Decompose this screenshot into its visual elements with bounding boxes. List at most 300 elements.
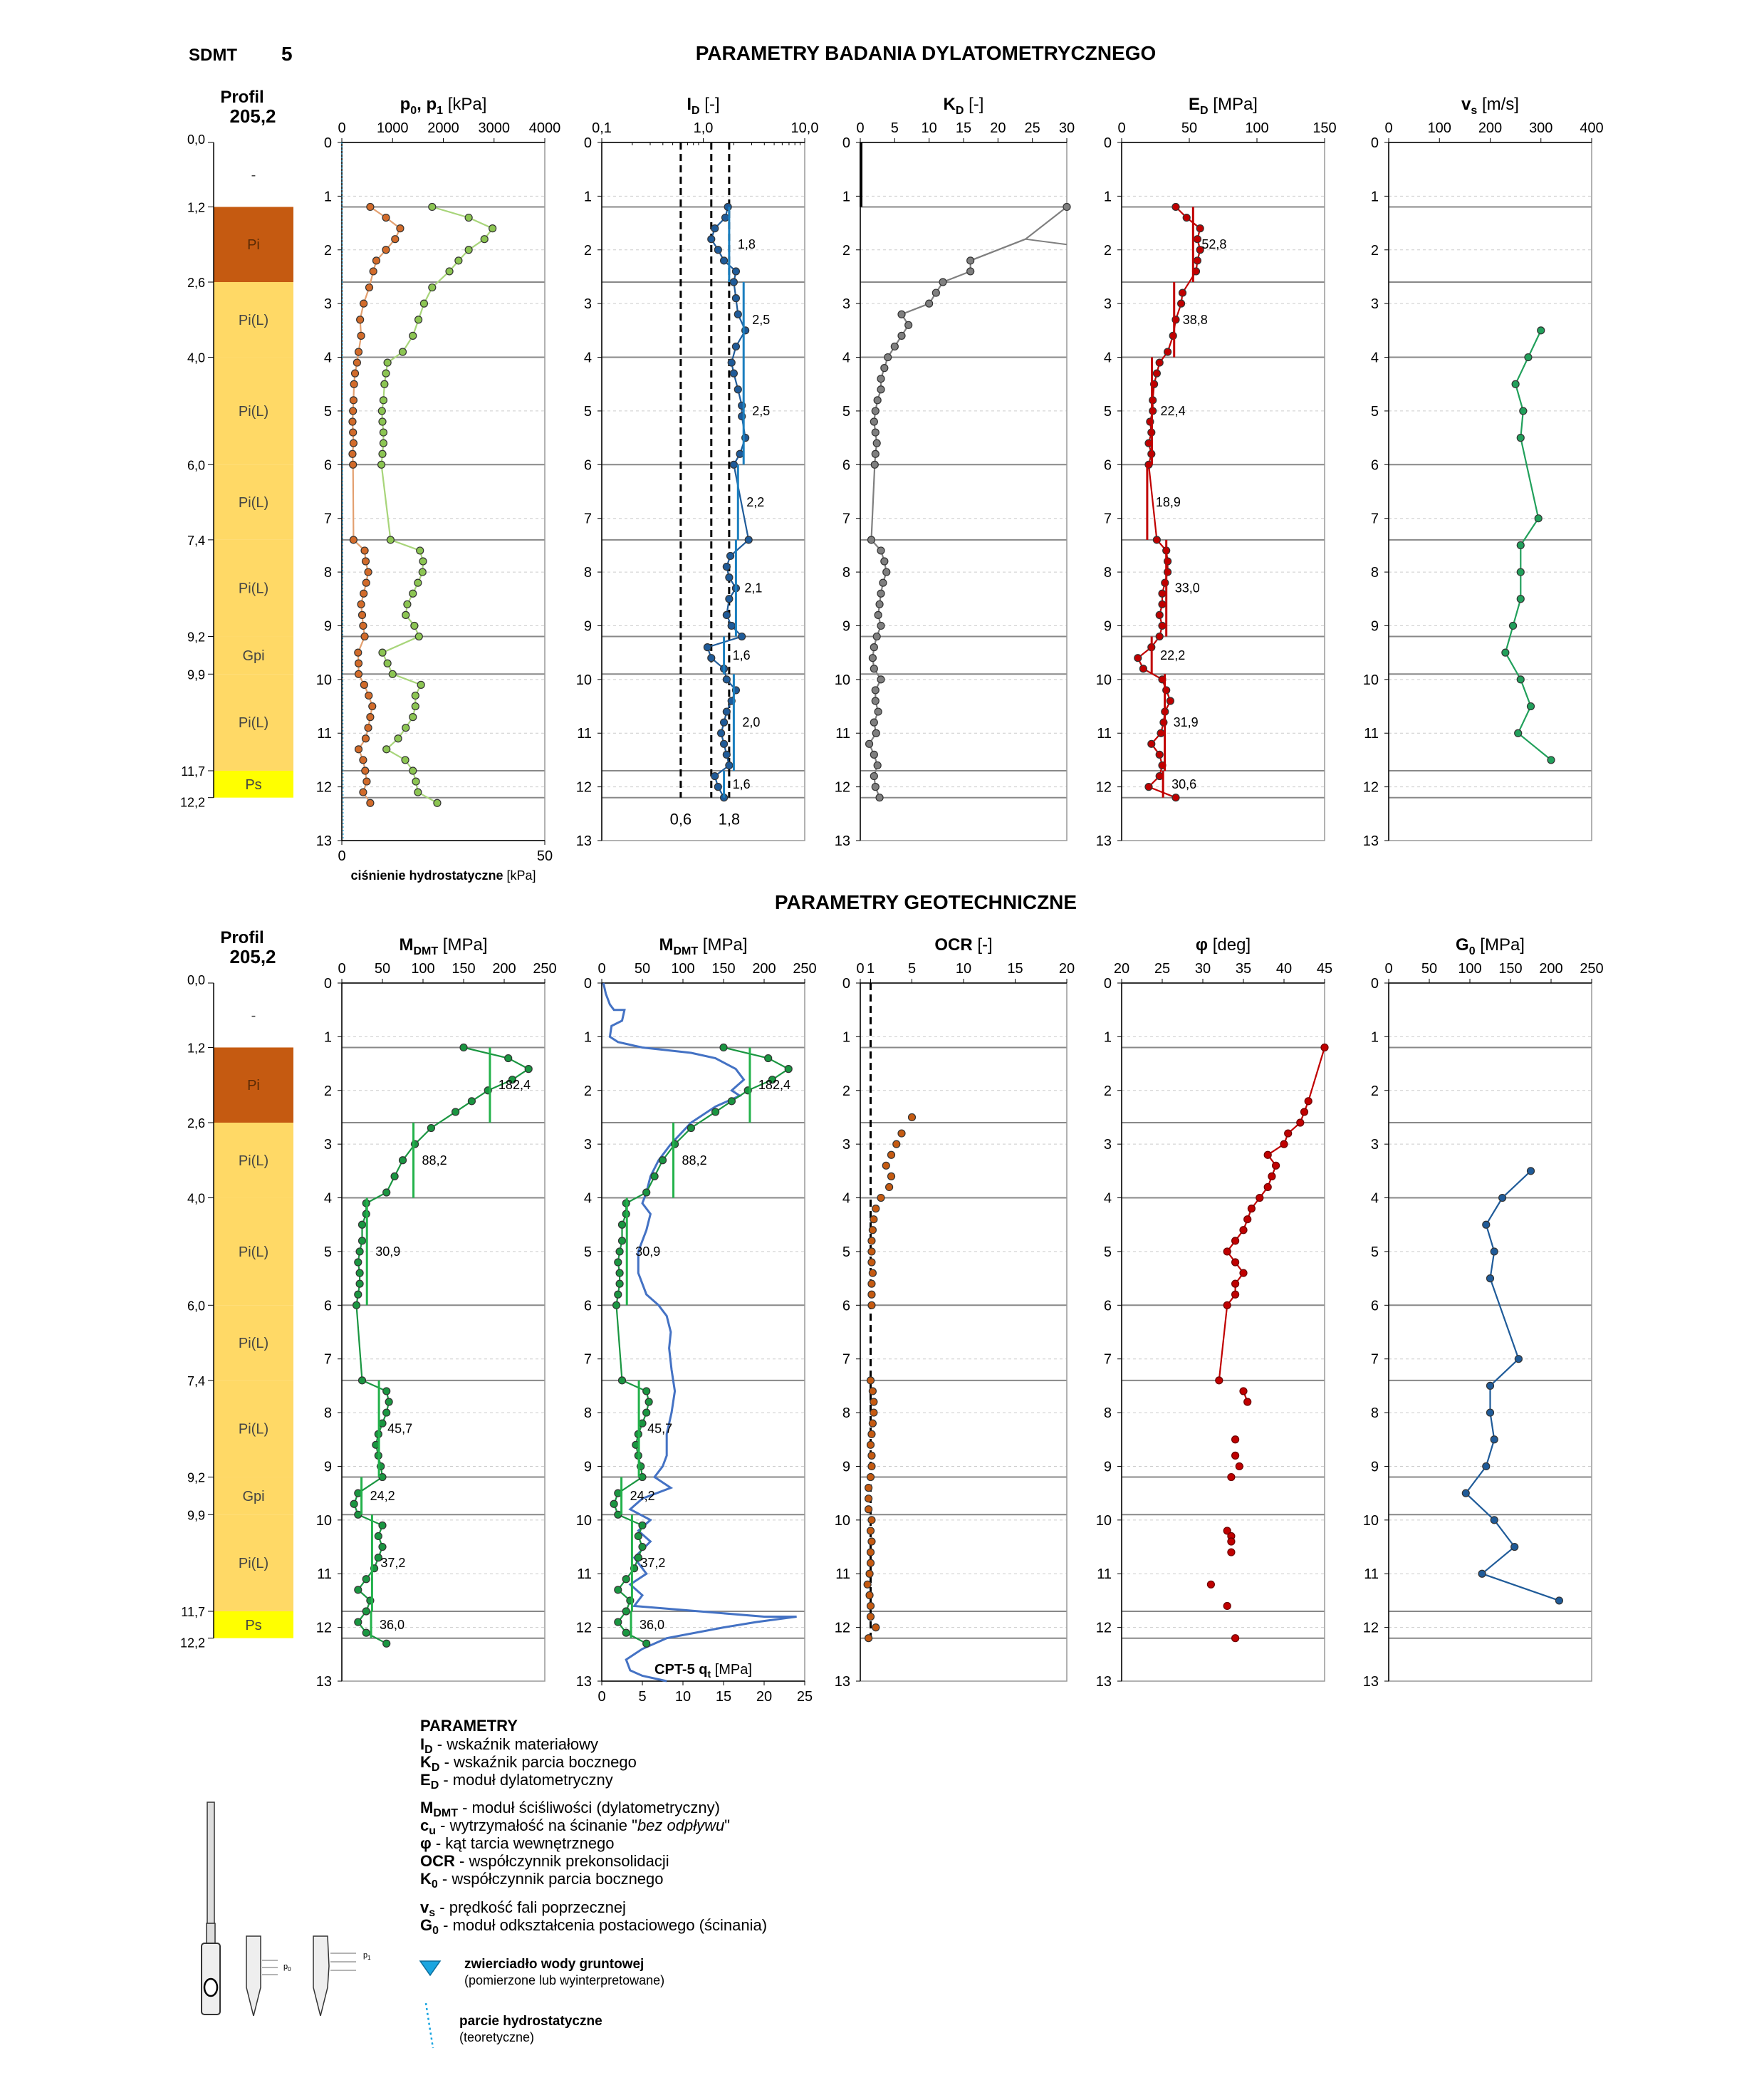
data-point-kd <box>898 332 905 339</box>
data-point-m <box>643 1189 650 1196</box>
probe-p0-label: $p_0$ <box>283 1963 291 1972</box>
data-point-phi <box>1301 1108 1308 1116</box>
data-point-m <box>659 1157 667 1164</box>
data-point-ocr <box>868 1280 875 1287</box>
y-tick-label: 10 <box>1095 672 1112 688</box>
data-point-p1 <box>429 284 436 291</box>
y-tick-label: 12 <box>1095 1620 1112 1636</box>
data-point-p1 <box>412 692 419 699</box>
x-tick-label: 1 <box>866 961 875 977</box>
layer-average-label: 30,9 <box>375 1244 401 1259</box>
profile-depth-label: 12,2 <box>179 795 205 810</box>
data-point-m <box>639 1522 646 1529</box>
data-point-ed <box>1169 332 1176 339</box>
data-point-id <box>728 622 735 629</box>
x-tick-label: 0 <box>597 961 606 977</box>
data-point-id <box>718 729 725 737</box>
data-point-p1 <box>429 203 436 210</box>
x-tick-label: 100 <box>411 961 435 977</box>
layer-average-label: 37,2 <box>380 1556 406 1571</box>
data-point-kd <box>884 354 892 361</box>
data-point-id <box>734 311 741 318</box>
x-tick-label: 30 <box>1058 120 1075 136</box>
data-point-kd <box>870 644 877 651</box>
y-tick-label: 10 <box>834 1512 850 1529</box>
data-point-vs <box>1548 757 1555 764</box>
data-point-p0 <box>350 461 357 468</box>
bottom-tick-label: 50 <box>536 848 553 864</box>
data-point-m <box>355 1586 362 1594</box>
y-tick-label: 4 <box>1370 1190 1379 1207</box>
data-point-vs <box>1510 622 1517 629</box>
y-tick-label: 10 <box>315 1512 332 1529</box>
data-point-p0 <box>355 746 362 753</box>
chart-panel-mdmt2 <box>576 935 817 1705</box>
data-point-p1 <box>409 590 417 597</box>
profile-column <box>180 928 293 1650</box>
profile-depth-label: 9,9 <box>187 1508 205 1523</box>
data-point-p0 <box>349 450 356 457</box>
data-point-p1 <box>400 348 407 355</box>
data-point-m <box>643 1388 650 1395</box>
data-point-p1 <box>446 268 453 275</box>
y-tick-label: 2 <box>323 1083 332 1099</box>
y-tick-label: 6 <box>1370 1298 1379 1314</box>
y-tick-label: 0 <box>842 976 850 992</box>
y-tick-label: 0 <box>323 135 332 151</box>
data-point-vs <box>1538 327 1545 334</box>
data-point-m <box>353 1301 360 1309</box>
data-point-m <box>379 1522 386 1529</box>
profile-depth-label: 0,0 <box>187 132 205 147</box>
layer-average-label: 36,0 <box>640 1617 665 1632</box>
profile-depth-label: 12,2 <box>179 1636 205 1650</box>
data-point-phi <box>1285 1130 1292 1137</box>
data-point-m <box>362 1576 370 1583</box>
data-point-p1 <box>420 300 427 307</box>
soil-layer-label: Pi(L) <box>238 581 269 597</box>
data-point-p1 <box>412 703 419 710</box>
y-tick-label: 5 <box>323 1244 332 1260</box>
y-tick-label: 3 <box>323 1137 332 1153</box>
y-tick-label: 5 <box>1370 403 1379 420</box>
probe-blade-p0 <box>246 1936 261 2016</box>
data-point-ocr <box>867 1527 875 1534</box>
legend-entry: $M_{DMT}$ - moduł ściśliwości (dylatometryczny) <box>420 1799 720 1819</box>
x-tick-label: 0 <box>1384 120 1393 136</box>
data-point-ed <box>1156 751 1163 758</box>
y-tick-label: 13 <box>1362 1674 1379 1690</box>
y-tick-label: 7 <box>583 1351 592 1368</box>
data-point-p0 <box>367 714 374 721</box>
y-tick-label: 1 <box>1370 1029 1379 1046</box>
data-point-p0 <box>365 284 372 291</box>
data-point-ocr <box>877 1195 884 1202</box>
y-tick-label: 3 <box>1370 296 1379 313</box>
data-point-kd <box>873 440 880 447</box>
y-tick-label: 3 <box>583 1137 592 1153</box>
data-point-vs <box>1517 568 1524 576</box>
x-tick-label: 15 <box>955 120 972 136</box>
data-point-phi <box>1223 1301 1231 1309</box>
plot-frame <box>860 983 1067 1681</box>
data-point-ed <box>1167 697 1174 705</box>
data-point-p0 <box>361 547 368 554</box>
soil-layer-label: Pi(L) <box>238 403 269 420</box>
layer-average-label: 2,5 <box>752 403 771 418</box>
data-point-g0 <box>1499 1195 1506 1202</box>
profile-depth-label: 6,0 <box>187 458 205 473</box>
series-line-extend <box>1025 239 1067 245</box>
data-point-kd <box>939 279 946 286</box>
data-point-ocr <box>867 1559 875 1566</box>
data-point-kd <box>880 579 887 586</box>
data-point-ed <box>1196 225 1204 232</box>
data-point-ed <box>1156 611 1163 618</box>
y-tick-label: 1 <box>323 189 332 205</box>
soil-layer-label: Gpi <box>242 648 265 664</box>
soil-layer-label: Pi(L) <box>238 312 269 328</box>
y-tick-label: 2 <box>583 242 592 259</box>
y-tick-label: 7 <box>323 1351 332 1368</box>
y-tick-label: 11 <box>1097 1566 1112 1583</box>
y-tick-label: 6 <box>1103 1298 1112 1314</box>
data-point-p1 <box>481 236 488 243</box>
data-point-ed <box>1179 289 1186 296</box>
data-point-phi <box>1297 1119 1304 1126</box>
data-point-id <box>730 461 737 468</box>
legend-entry: $K_0$ - współczynnik parcia bocznego <box>420 1870 664 1891</box>
y-tick-label: 4 <box>583 1190 592 1207</box>
y-tick-label: 2 <box>1370 242 1379 259</box>
y-tick-label: 1 <box>583 1029 592 1046</box>
data-point-kd <box>877 386 884 393</box>
soil-layer-label: Pi <box>247 1078 260 1094</box>
layer-average-label: 18,9 <box>1155 495 1181 510</box>
data-point-m <box>610 1500 617 1507</box>
y-tick-label: 3 <box>842 296 850 313</box>
probe-p1-label: $p_1$ <box>363 1951 371 1961</box>
y-tick-label: 7 <box>1103 1351 1112 1368</box>
chart-panel-g0 <box>1363 935 1604 1690</box>
x-tick-label: 35 <box>1235 961 1252 977</box>
data-point-p1 <box>380 429 387 436</box>
data-point-kd <box>876 601 883 608</box>
data-point-p0 <box>358 332 365 339</box>
chart-panel-vs <box>1363 95 1604 849</box>
data-point-p0 <box>362 558 369 565</box>
profile-depth-label: 4,0 <box>187 1191 205 1206</box>
y-tick-label: 9 <box>1103 1459 1112 1475</box>
data-point-id <box>726 761 733 769</box>
data-point-phi <box>1244 1398 1251 1405</box>
y-tick-label: 6 <box>842 1298 850 1314</box>
data-point-p1 <box>417 681 424 688</box>
data-point-phi <box>1232 1436 1239 1443</box>
chart-title: $M_{DMT}$ [MPa] <box>399 935 488 957</box>
data-point-kd <box>877 622 884 629</box>
data-point-p0 <box>350 536 357 544</box>
data-point-g0 <box>1483 1462 1490 1470</box>
data-point-m <box>505 1055 512 1062</box>
x-tick-label: 20 <box>1058 961 1075 977</box>
data-point-vs <box>1502 649 1509 656</box>
y-tick-label: 3 <box>323 296 332 313</box>
layer-average-label: 1,8 <box>737 237 756 252</box>
data-point-p0 <box>392 236 399 243</box>
data-point-m <box>635 1532 642 1539</box>
data-point-ocr <box>886 1183 893 1190</box>
y-tick-label: 5 <box>1370 1244 1379 1260</box>
y-tick-label: 3 <box>583 296 592 313</box>
data-point-m <box>728 1098 735 1105</box>
data-point-p0 <box>353 359 360 366</box>
y-tick-label: 1 <box>323 1029 332 1046</box>
data-point-ocr <box>867 1613 875 1621</box>
data-point-m <box>616 1280 623 1287</box>
y-tick-label: 12 <box>1362 1620 1379 1636</box>
y-tick-label: 7 <box>583 511 592 527</box>
data-point-phi <box>1232 1259 1239 1266</box>
chart-title: $G_0$ [MPa] <box>1456 935 1525 957</box>
data-point-phi <box>1216 1377 1223 1384</box>
soil-layer-label: Gpi <box>242 1488 265 1504</box>
dilatometer-probe-icon <box>202 1802 371 2016</box>
data-point-id <box>734 386 741 393</box>
y-tick-label: 1 <box>842 189 850 205</box>
probe-rod <box>207 1802 214 1923</box>
y-tick-label: 11 <box>577 726 592 742</box>
y-tick-label: 13 <box>575 1674 592 1690</box>
data-point-ocr <box>868 1259 875 1266</box>
y-tick-label: 0 <box>1103 135 1112 151</box>
data-point-g0 <box>1528 1168 1535 1175</box>
y-tick-label: 8 <box>842 1405 850 1422</box>
y-tick-label: 11 <box>317 726 332 742</box>
data-point-phi <box>1256 1195 1263 1202</box>
data-point-p1 <box>455 257 462 264</box>
y-tick-label: 5 <box>583 1244 592 1260</box>
y-tick-label: 4 <box>323 350 332 366</box>
x-tick-label: 30 <box>1194 961 1211 977</box>
data-point-ocr <box>872 1205 880 1212</box>
y-tick-label: 8 <box>1370 565 1379 581</box>
y-tick-label: 8 <box>1103 1405 1112 1422</box>
y-tick-label: 11 <box>835 1566 850 1583</box>
y-tick-label: 5 <box>842 1244 850 1260</box>
y-tick-label: 9 <box>583 1459 592 1475</box>
soil-layer-label: Ps <box>245 1617 262 1633</box>
data-point-kd <box>877 676 884 683</box>
data-point-id <box>730 279 737 286</box>
data-point-ocr <box>898 1130 905 1137</box>
layer-average-label: 36,0 <box>380 1617 405 1632</box>
chart-panel-phi <box>1096 935 1332 1690</box>
data-point-id <box>732 343 739 350</box>
series-line-g0 <box>1466 1171 1559 1601</box>
x-tick-label: 50 <box>1181 120 1198 136</box>
x-tick-label: 15 <box>1007 961 1023 977</box>
data-point-ocr <box>868 1237 875 1244</box>
x-tick-label: 100 <box>1458 961 1482 977</box>
data-point-ed <box>1178 300 1185 307</box>
y-tick-label: 4 <box>323 1190 332 1207</box>
profile-label: Profil <box>220 928 264 947</box>
data-point-ocr <box>865 1495 872 1502</box>
probe-blade-p1 <box>313 1936 329 2016</box>
x-tick-label: 1,0 <box>693 120 714 136</box>
series-line-p1 <box>382 207 493 804</box>
data-point-id <box>730 370 737 377</box>
profile-depth-label: 2,6 <box>187 276 205 290</box>
data-point-ocr <box>888 1151 895 1158</box>
data-point-p0 <box>355 660 362 667</box>
layer-average-label: 2,0 <box>742 715 761 730</box>
layer-average-label: 2,5 <box>752 312 771 327</box>
data-point-ocr <box>869 1269 876 1277</box>
data-point-ocr <box>870 1216 877 1223</box>
data-point-kd <box>883 568 890 576</box>
plot-frame <box>860 142 1067 841</box>
layer-average-label: 1,6 <box>732 776 751 791</box>
data-point-id <box>714 246 721 254</box>
y-tick-label: 12 <box>834 779 850 796</box>
y-tick-label: 0 <box>323 976 332 992</box>
bottom-axis-label: ciśnienie hydrostatyczne [kPa] <box>350 868 536 883</box>
y-tick-label: 12 <box>315 1620 332 1636</box>
y-tick-label: 9 <box>842 1459 850 1475</box>
data-point-phi <box>1232 1291 1239 1298</box>
profile-depth-label: 7,4 <box>187 1373 205 1388</box>
data-point-ed <box>1157 729 1164 737</box>
y-tick-label: 11 <box>317 1566 332 1583</box>
data-point-vs <box>1525 354 1532 361</box>
data-point-kd <box>872 784 879 791</box>
chart-panel-mdmt1 <box>316 935 557 1690</box>
data-point-m <box>356 1248 363 1255</box>
data-point-ocr <box>872 1624 880 1631</box>
data-point-id <box>723 563 730 571</box>
data-point-ed <box>1156 633 1163 640</box>
y-tick-label: 6 <box>323 1298 332 1314</box>
data-point-phi <box>1264 1151 1271 1158</box>
x-tick-label: 0,1 <box>592 120 612 136</box>
data-point-p0 <box>397 225 404 232</box>
y-tick-label: 0 <box>1370 135 1379 151</box>
legend-entry: φ - kąt tarcia wewnętrznego <box>420 1834 615 1852</box>
layer-average-label: 38,8 <box>1182 312 1208 327</box>
x-tick-label: 50 <box>1421 961 1438 977</box>
data-point-ocr <box>888 1173 895 1180</box>
data-point-ocr <box>867 1549 875 1556</box>
data-point-ocr <box>867 1441 875 1448</box>
data-point-m <box>468 1098 475 1105</box>
data-point-g0 <box>1491 1436 1498 1443</box>
data-point-m <box>375 1532 382 1539</box>
data-point-id <box>714 784 721 791</box>
data-point-p0 <box>362 735 369 742</box>
y-tick-label: 6 <box>583 1298 592 1314</box>
data-point-id <box>732 295 739 302</box>
plot-frame <box>1122 983 1325 1681</box>
y-tick-label: 8 <box>1370 1405 1379 1422</box>
y-tick-label: 12 <box>575 1620 592 1636</box>
data-point-p1 <box>402 611 409 618</box>
data-point-m <box>622 1608 630 1615</box>
x-tick-label: 5 <box>890 120 899 136</box>
data-point-kd <box>872 450 879 457</box>
y-tick-label: 7 <box>1370 511 1379 527</box>
legend-entry: $G_0$ - moduł odkształcenia postaciowego (ścinania) <box>420 1916 768 1937</box>
data-point-phi <box>1240 1388 1247 1395</box>
data-point-kd <box>932 289 939 296</box>
legend-entry: $K_D$ - wskaźnik parcia bocznego <box>420 1753 637 1774</box>
data-point-p1 <box>409 332 417 339</box>
data-point-id <box>723 611 730 618</box>
data-point-m <box>356 1269 363 1277</box>
data-point-kd <box>875 708 882 715</box>
x-tick-label: 0 <box>1384 961 1393 977</box>
y-tick-label: 9 <box>1370 1459 1379 1475</box>
data-point-p1 <box>412 778 419 785</box>
y-tick-label: 9 <box>323 1459 332 1475</box>
data-point-p1 <box>387 536 394 544</box>
profile-depth-label: 11,7 <box>181 764 205 779</box>
data-point-ocr <box>868 1430 875 1438</box>
data-point-m <box>639 1544 646 1551</box>
data-point-vs <box>1535 515 1542 522</box>
data-point-p0 <box>363 778 370 785</box>
sdmt-number: 5 <box>281 43 293 65</box>
data-point-m <box>615 1259 622 1266</box>
y-tick-label: 7 <box>842 1351 850 1368</box>
data-point-id <box>708 655 715 662</box>
data-point-ed <box>1160 719 1167 726</box>
data-point-phi <box>1223 1602 1231 1609</box>
data-point-p0 <box>372 257 380 264</box>
reference-label: 0,6 <box>669 810 692 828</box>
y-tick-label: 0 <box>583 135 592 151</box>
data-point-id <box>708 236 715 243</box>
x-tick-label: 4000 <box>528 120 561 136</box>
bottom-tick-label: 20 <box>756 1689 773 1705</box>
y-tick-label: 9 <box>323 618 332 635</box>
layer-average-label: 22,4 <box>1160 403 1186 418</box>
data-point-ocr <box>864 1581 871 1588</box>
y-tick-label: 1 <box>1370 189 1379 205</box>
layer-average-label: 30,6 <box>1171 776 1197 791</box>
x-tick-label: 50 <box>374 961 391 977</box>
y-tick-label: 2 <box>583 1083 592 1099</box>
data-point-p0 <box>367 799 374 806</box>
data-point-p1 <box>489 225 496 232</box>
x-tick-label: 250 <box>793 961 817 977</box>
data-point-id <box>724 203 731 210</box>
report-header <box>189 42 1156 913</box>
data-point-p0 <box>359 611 366 618</box>
y-tick-label: 0 <box>583 976 592 992</box>
data-point-p1 <box>419 558 427 565</box>
layer-average-label: 45,7 <box>647 1421 673 1436</box>
y-tick-label: 1 <box>1103 1029 1112 1046</box>
data-point-m <box>379 1544 386 1551</box>
data-point-ocr <box>867 1377 875 1384</box>
data-point-p0 <box>360 590 367 597</box>
x-tick-label: 10 <box>955 961 972 977</box>
x-tick-label: 250 <box>533 961 557 977</box>
data-point-ed <box>1194 257 1201 264</box>
x-tick-label: 0 <box>856 961 865 977</box>
